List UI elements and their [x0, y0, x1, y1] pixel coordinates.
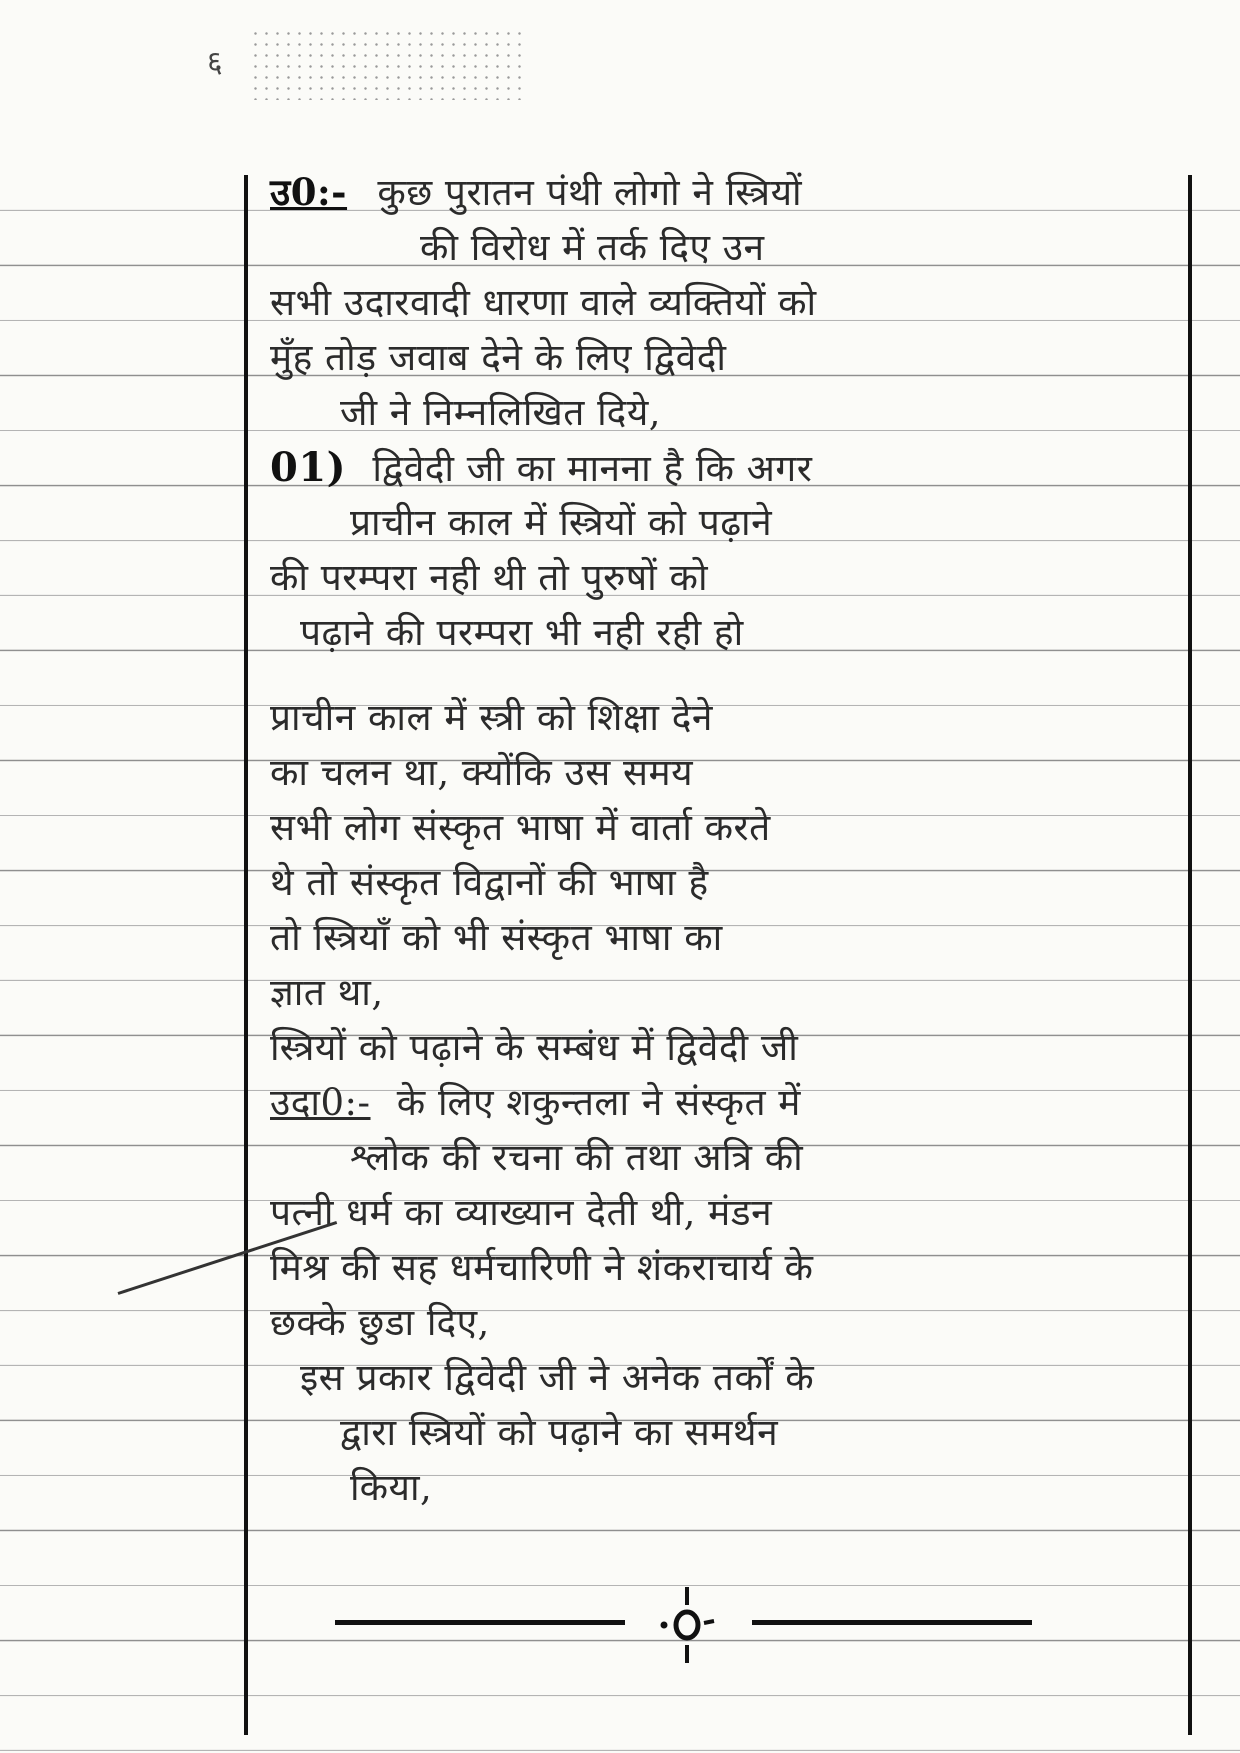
left-margin-line	[244, 175, 248, 1735]
paragraph-three-line-6: छक्के छुडा दिए,	[270, 1301, 490, 1344]
answer-line-4: मुँह तोड़ जवाब देने के लिए द्विवेदी	[270, 336, 727, 379]
page-header-area	[0, 0, 1240, 170]
paragraph-three-line-3: श्लोक की रचना की तथा अत्रि की	[350, 1136, 804, 1179]
right-margin-line	[1188, 175, 1192, 1735]
dot-pattern	[250, 28, 528, 100]
paragraph-two-line-3: सभी लोग संस्कृत भाषा में वार्ता करते	[270, 806, 771, 849]
paragraph-two-line-2: का चलन था, क्योंकि उस समय	[270, 751, 694, 794]
paragraph-three-line-5: मिश्र की सह धर्मचारिणी ने शंकराचार्य के	[270, 1246, 814, 1289]
point-one-line-3: की परम्परा नही थी तो पुरुषों को	[270, 556, 709, 599]
corner-mark: ६	[207, 45, 223, 80]
point-one-line-4: पढ़ाने की परम्परा भी नही रही हो	[300, 611, 744, 654]
answer-block	[270, 165, 1170, 440]
point-one-label: 01)	[270, 444, 347, 491]
end-ornament-icon	[642, 1585, 732, 1665]
end-rule-right	[752, 1620, 1032, 1625]
example-label: उदा0:-	[270, 1081, 371, 1124]
conclusion	[270, 1350, 1170, 1515]
answer-line-3: सभी उदारवादी धारणा वाले व्यक्तियों को	[270, 281, 817, 324]
conclusion-line-1: इस प्रकार द्विवेदी जी ने अनेक तर्कों के	[300, 1356, 815, 1399]
paragraph-three-line-4: पत्नी धर्म का व्याख्यान देती थी, मंडन	[270, 1191, 773, 1234]
point-one-line-2: प्राचीन काल में स्त्रियों को पढ़ाने	[350, 501, 773, 544]
answer-line-2: की विरोध में तर्क दिए उन	[420, 226, 765, 269]
answer-label: उ0:-	[270, 170, 348, 214]
paragraph-three	[270, 1020, 1170, 1350]
answer-line-1: कुछ पुरातन पंथी लोगो ने स्त्रियों	[377, 171, 803, 214]
paragraph-two-line-6: ज्ञात था,	[270, 971, 384, 1014]
paragraph-three-line-2: के लिए शकुन्तला ने संस्कृत में	[396, 1081, 801, 1124]
point-one-block	[270, 440, 1170, 660]
conclusion-line-3: किया,	[350, 1466, 433, 1509]
paragraph-three-line-1: स्त्रियों को पढ़ाने के सम्बंध में द्विवेदी जी	[270, 1026, 799, 1069]
paragraph-two	[270, 690, 1170, 1020]
answer-line-5: जी ने निम्नलिखित दिये,	[340, 391, 662, 434]
paragraph-two-line-1: प्राचीन काल में स्त्री को शिक्षा देने	[270, 696, 713, 739]
point-one-line-1: द्विवेदी जी का मानना है कि अगर	[372, 447, 813, 490]
paragraph-two-line-5: तो स्त्रियाँ को भी संस्कृत भाषा का	[270, 916, 723, 959]
conclusion-line-2: द्वारा स्त्रियों को पढ़ाने का समर्थन	[340, 1411, 779, 1454]
paragraph-two-line-4: थे तो संस्कृत विद्वानों की भाषा है	[270, 861, 709, 904]
end-rule-left	[335, 1620, 625, 1625]
